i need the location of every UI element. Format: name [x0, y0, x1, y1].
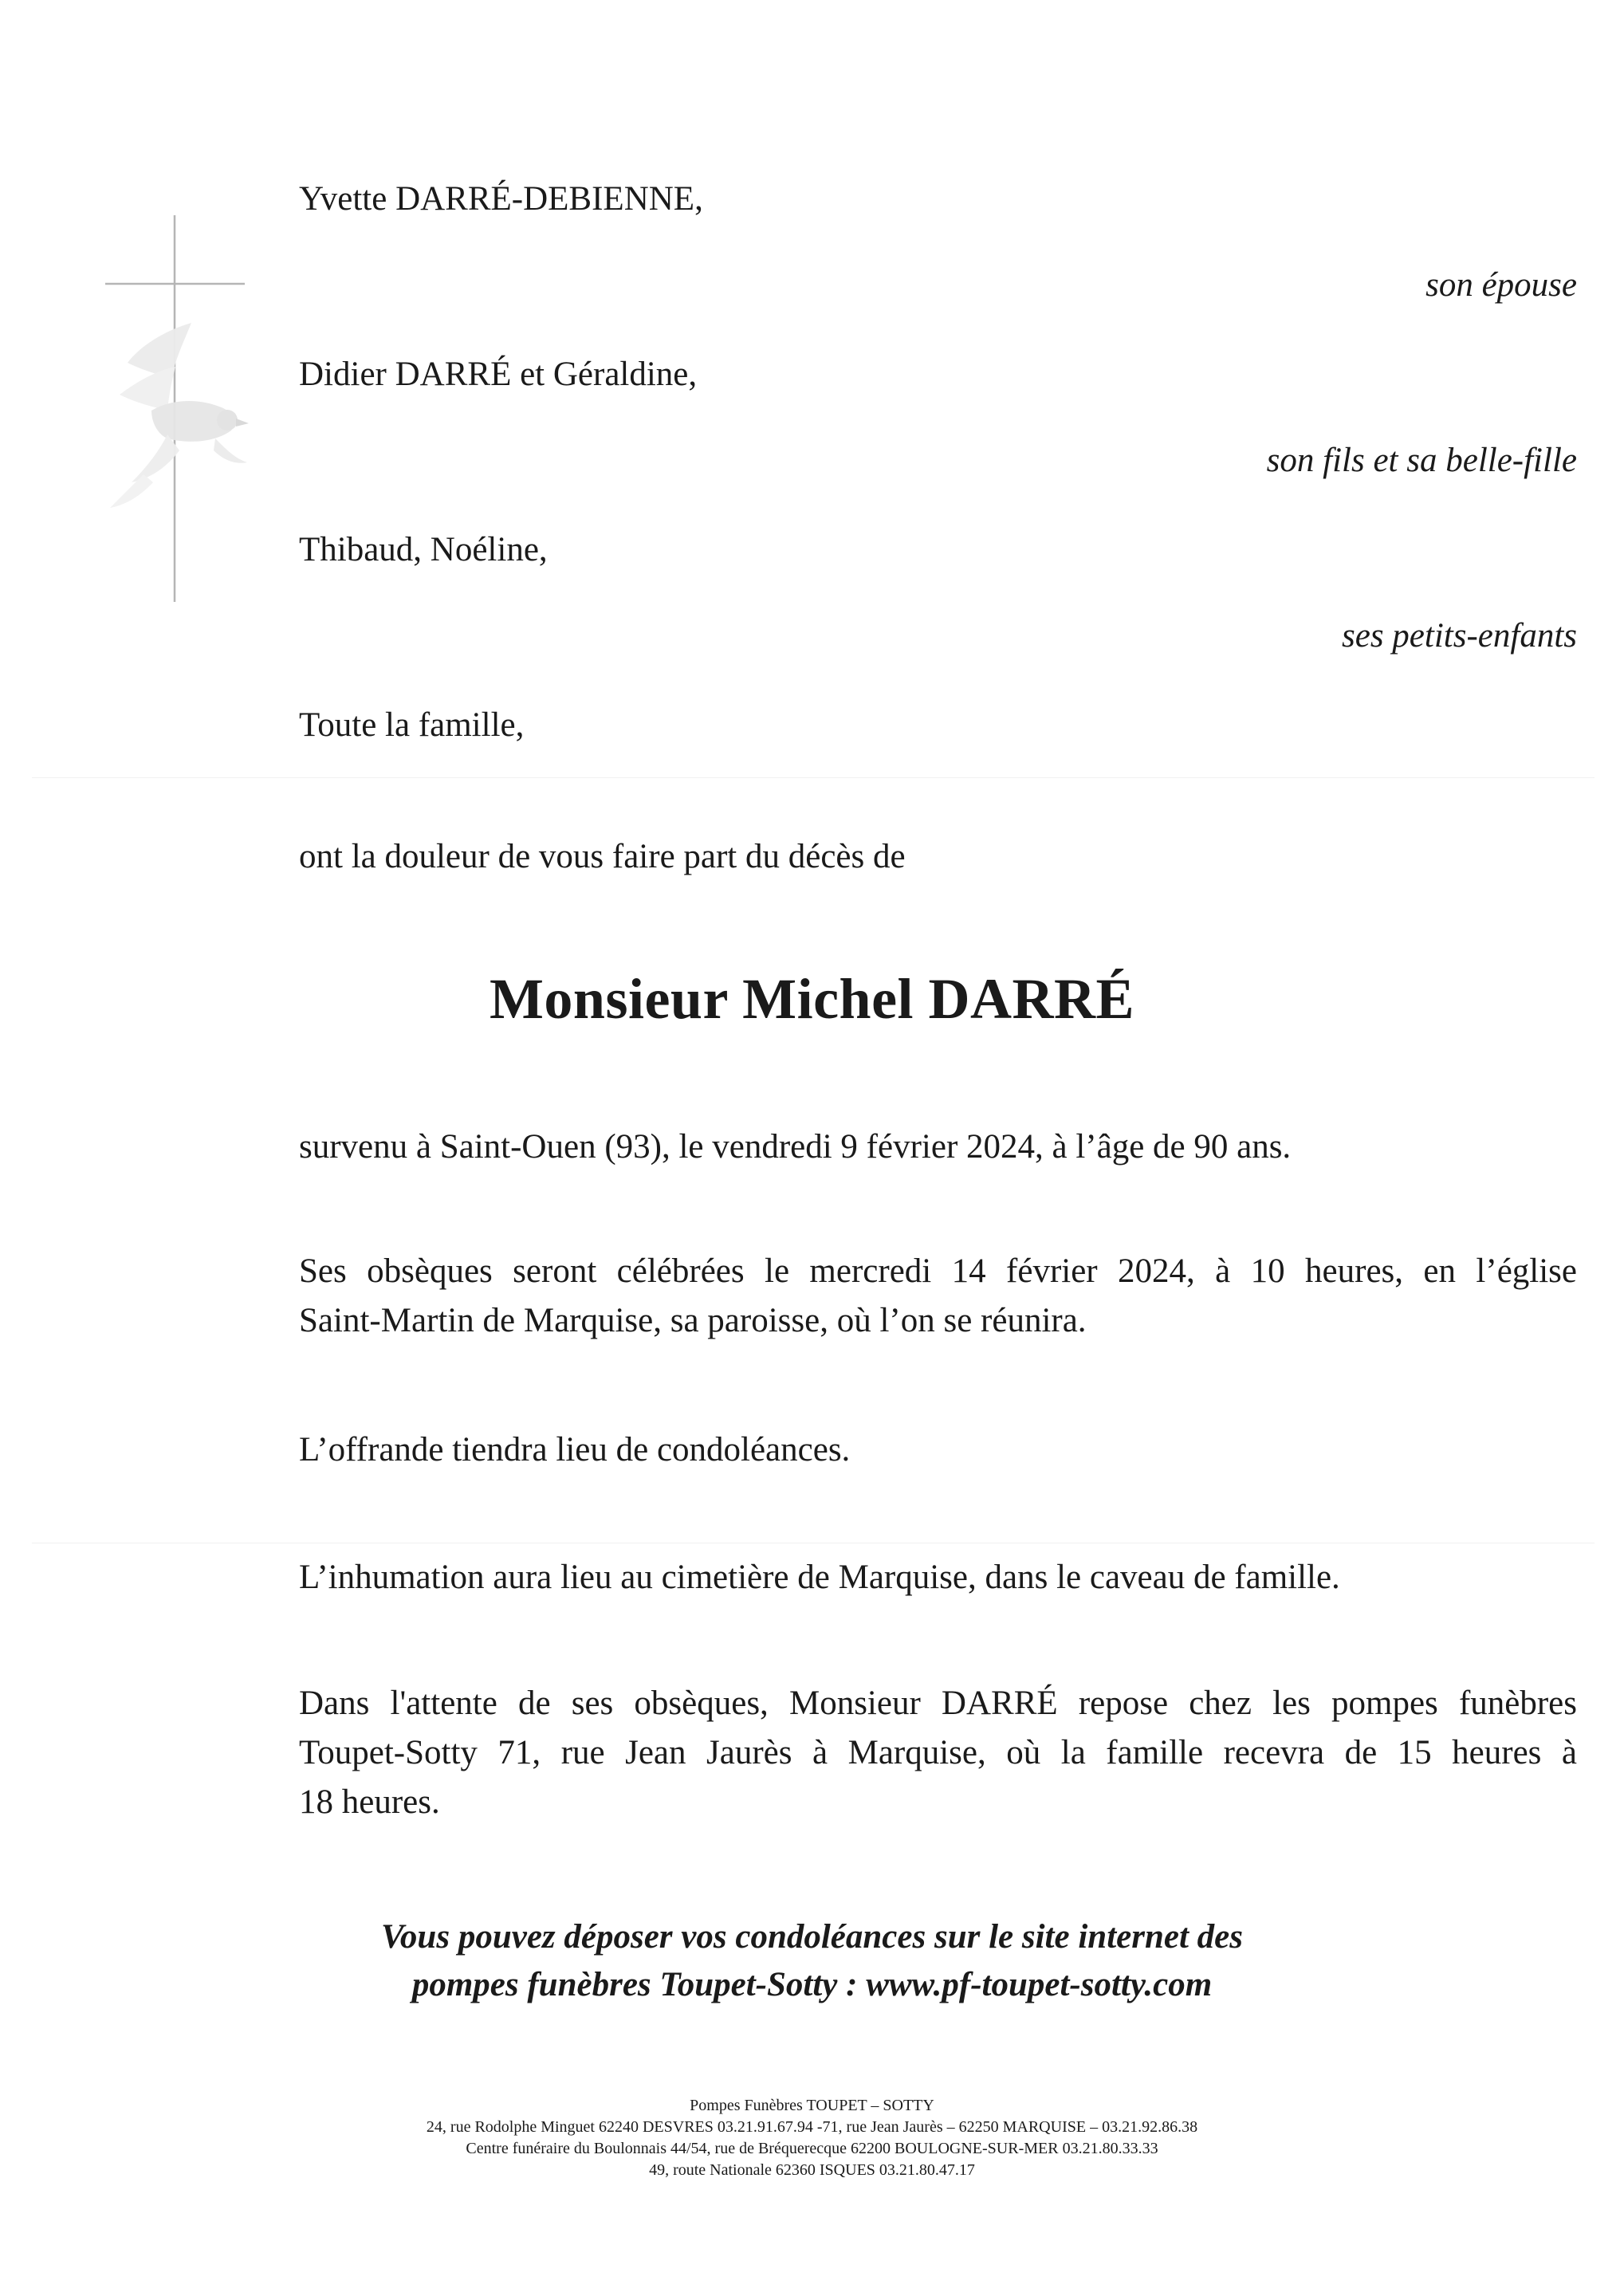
visitation-line: Toupet-Sotty 71, rue Jean Jaurès à Marquise, où la famille recevra de 15 heures à: [299, 1734, 1577, 1771]
footer-addresses: 24, rue Rodolphe Minguet 62240 DESVRES 03.21.91.67.94 -71, rue Jean Jaurès – 62250 MARQUISE – 03.21.92.86.38: [426, 2118, 1198, 2136]
spouse-relation: son épouse: [1425, 266, 1577, 304]
spouse-name: Yvette DARRÉ-DEBIENNE,: [299, 180, 703, 218]
offering-note: L’offrande tiendra lieu de condoléances.: [299, 1431, 851, 1468]
son-name: Didier DARRÉ et Géraldine,: [299, 356, 698, 393]
death-info: survenu à Saint-Ouen (93), le vendredi 9 février 2024, à l’âge de 90 ans.: [299, 1128, 1292, 1166]
grandchildren-relation: ses petits-enfants: [1342, 617, 1577, 655]
funeral-home-footer: [0, 2095, 1624, 2181]
visitation-line: Dans l'attente de ses obsèques, Monsieur DARRÉ repose chez les pompes funèbres: [299, 1685, 1577, 1722]
burial-info: L’inhumation aura lieu au cimetière de Marquise, dans le caveau de famille.: [299, 1559, 1340, 1596]
website-note-line: Vous pouvez déposer vos condoléances sur le site internet des: [381, 1918, 1243, 1956]
visitation-line: 18 heures.: [299, 1783, 440, 1821]
funeral-details: [299, 1247, 1577, 1346]
footer-centre: Centre funéraire du Boulonnais 44/54, rue de Bréquerecque 62200 BOULOGNE-SUR-MER 03.21.80.33.33: [466, 2140, 1158, 2157]
condolences-website-note: [0, 1913, 1624, 2009]
announcement-intro: ont la douleur de vous faire part du décès de: [299, 838, 906, 875]
footer-company: Pompes Funèbres TOUPET – SOTTY: [690, 2097, 934, 2114]
footer-isques: 49, route Nationale 62360 ISQUES 03.21.80.47.17: [649, 2161, 975, 2179]
funeral-line: Ses obsèques seront célébrées le mercredi 14 février 2024, à 10 heures, en l’église: [299, 1252, 1577, 1290]
funeral-line: Saint-Martin de Marquise, sa paroisse, où l’on se réunira.: [299, 1302, 1087, 1339]
scan-artifact-line: [32, 777, 1595, 778]
grandchildren-names: Thibaud, Noéline,: [299, 531, 548, 568]
website-note-line: pompes funèbres Toupet-Sotty : www.pf-toupet-sotty.com: [411, 1966, 1213, 2003]
deceased-name: Monsieur Michel DARRÉ: [489, 967, 1135, 1031]
cross-dove-icon: [96, 211, 271, 610]
son-relation: son fils et sa belle-fille: [1266, 442, 1577, 479]
visitation-info: [299, 1679, 1577, 1827]
all-family: Toute la famille,: [299, 706, 525, 744]
